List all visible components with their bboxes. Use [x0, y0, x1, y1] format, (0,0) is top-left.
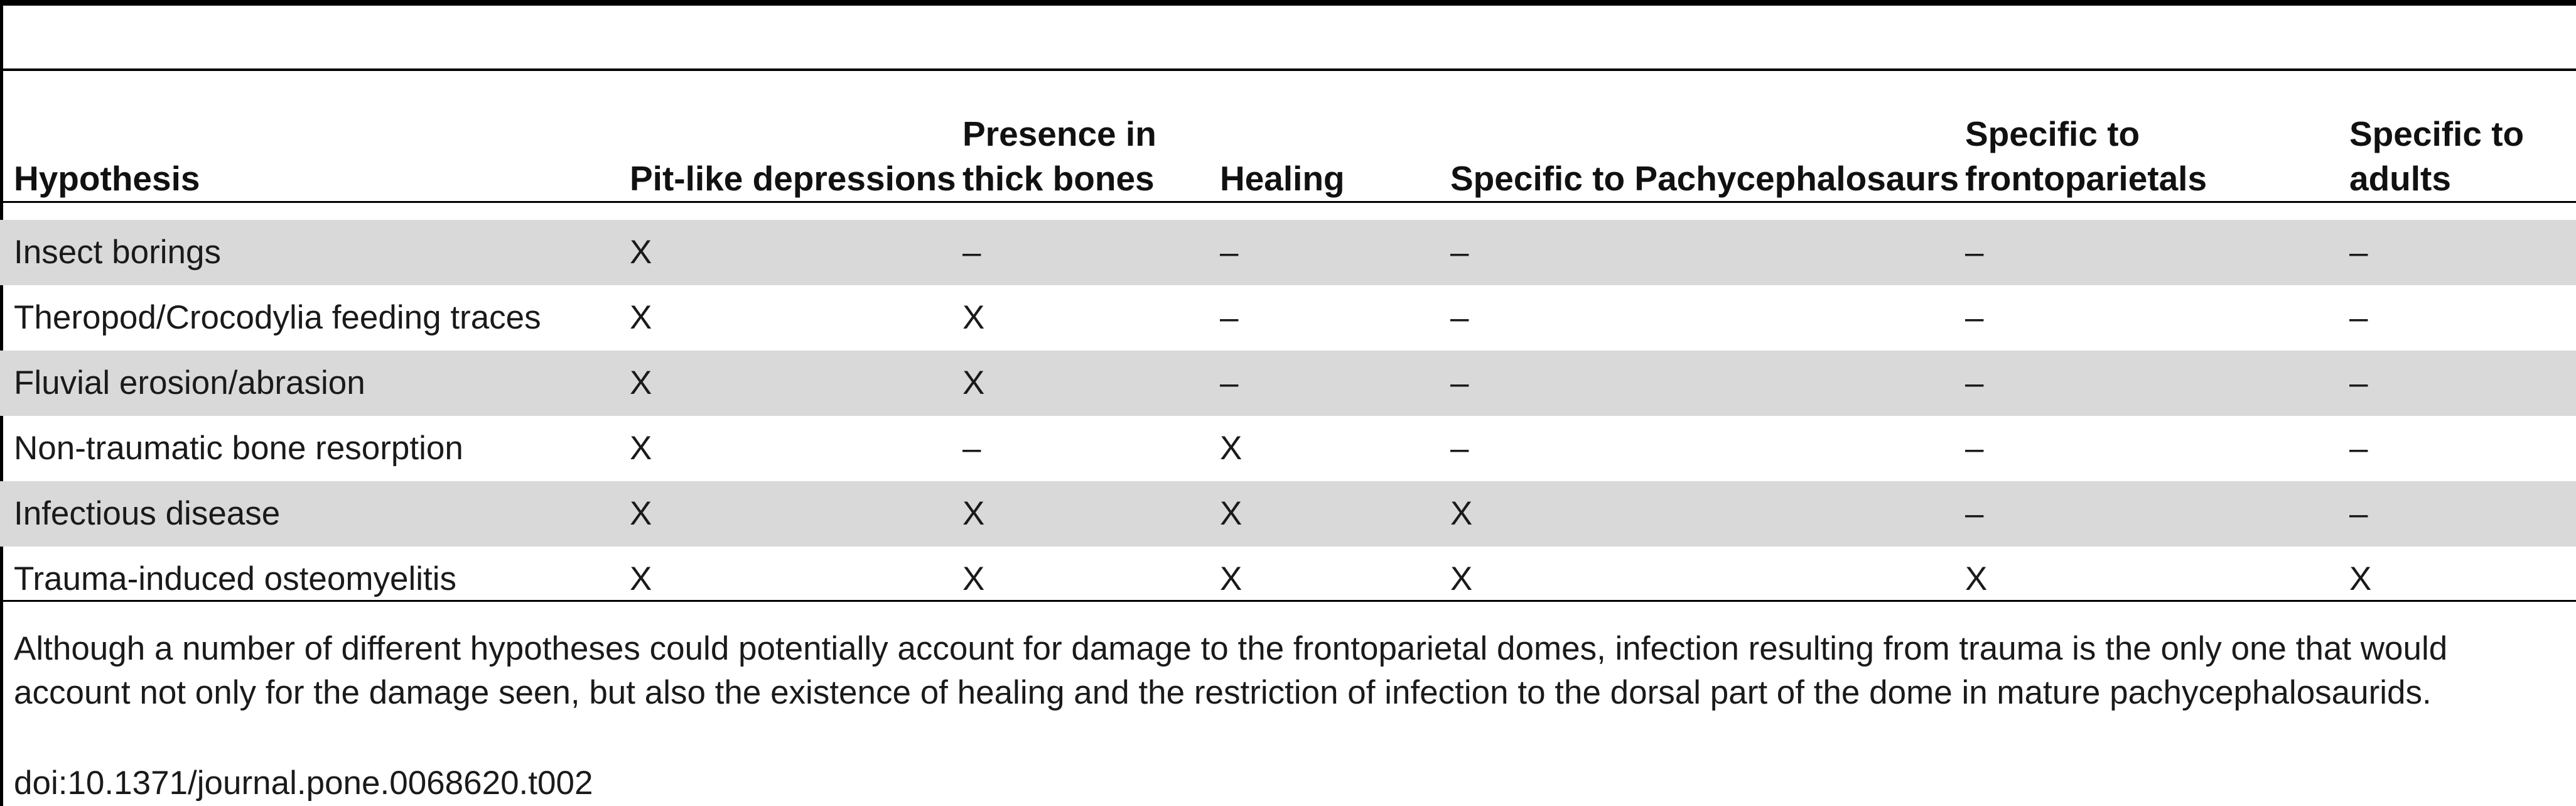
table-cell: –	[1220, 220, 1450, 285]
table-cell: –	[1220, 299, 1239, 336]
table-cell: X	[1220, 430, 1242, 467]
table-cell: –	[2349, 481, 2576, 547]
table-cell: X	[630, 220, 962, 285]
table-cell: –	[1965, 481, 2349, 547]
table-cell: –	[1220, 351, 1450, 416]
hypothesis-cell: Theropod/Crocodylia feeding traces	[14, 299, 541, 336]
hypothesis-cell: Trauma-induced osteomyelitis	[14, 560, 456, 597]
table-cell: X	[962, 299, 985, 336]
table-row	[0, 351, 2576, 416]
hypothesis-table	[0, 71, 2576, 612]
table-cell: X	[1965, 560, 1988, 597]
table-cell: X	[1450, 481, 1965, 547]
table-cell: –	[1965, 299, 1984, 336]
table-header-row	[0, 71, 2576, 220]
table-cell: –	[1965, 351, 2349, 416]
column-header: Healing	[1220, 159, 1345, 198]
table-cell: –	[1450, 220, 1965, 285]
table-cell: X	[962, 560, 985, 597]
table-cell: X	[962, 351, 1220, 416]
table-cell: X	[1220, 481, 1450, 547]
table-row	[0, 416, 2576, 481]
table-cell: –	[1450, 299, 1469, 336]
column-header: Specific to frontoparietals	[1965, 114, 2207, 198]
table-cell: –	[2349, 299, 2368, 336]
table-row	[0, 220, 2576, 285]
table-cell: –	[962, 220, 1220, 285]
table-row	[0, 547, 2576, 612]
table-cell: X	[630, 560, 652, 597]
hypothesis-cell: Insect borings	[0, 220, 630, 285]
table-cell: –	[962, 430, 981, 467]
table-cell: X	[630, 481, 962, 547]
top-border-rule	[0, 0, 2576, 6]
table-cell: –	[1965, 220, 2349, 285]
hypothesis-cell: Non-traumatic bone resorption	[14, 430, 463, 467]
table-bottom-rule	[0, 600, 2576, 602]
column-header: Specific to adults	[2349, 114, 2525, 198]
table-cell: –	[1965, 430, 1984, 467]
table-cell: X	[1220, 560, 1242, 597]
table-cell: –	[2349, 220, 2576, 285]
table-cell: X	[962, 481, 1220, 547]
table-cell: –	[2349, 351, 2576, 416]
table-cell: –	[1450, 430, 1469, 467]
header-bottom-rule	[0, 201, 2576, 203]
table-footnote: Although a number of different hypotheses could potentially account for damage to the frontoparietal domes, infection resulting from trauma is the only one that would account not only for the damage seen, but also the existence of healing and the restriction of infection to the dorsal part of the dome in mature pachycephalosaurids.	[14, 630, 2448, 711]
hypothesis-cell: Fluvial erosion/abrasion	[0, 351, 630, 416]
table-row	[0, 285, 2576, 351]
table-cell: X	[1450, 560, 1473, 597]
table-cell: –	[2349, 430, 2368, 467]
table-row	[0, 481, 2576, 547]
table-cell: X	[630, 351, 962, 416]
column-header: Pit-like depressions	[630, 159, 956, 198]
hypothesis-cell: Infectious disease	[0, 481, 630, 547]
column-header: Presence in thick bones	[962, 114, 1156, 198]
table-cell: X	[630, 299, 652, 336]
table-cell: X	[630, 430, 652, 467]
table-cell: X	[2349, 560, 2372, 597]
column-header: Specific to Pachycephalosaurs	[1450, 159, 1959, 198]
table-cell: –	[1450, 351, 1965, 416]
doi-link[interactable]: doi:10.1371/journal.pone.0068620.t002	[14, 765, 593, 802]
column-header: Hypothesis	[14, 159, 200, 198]
